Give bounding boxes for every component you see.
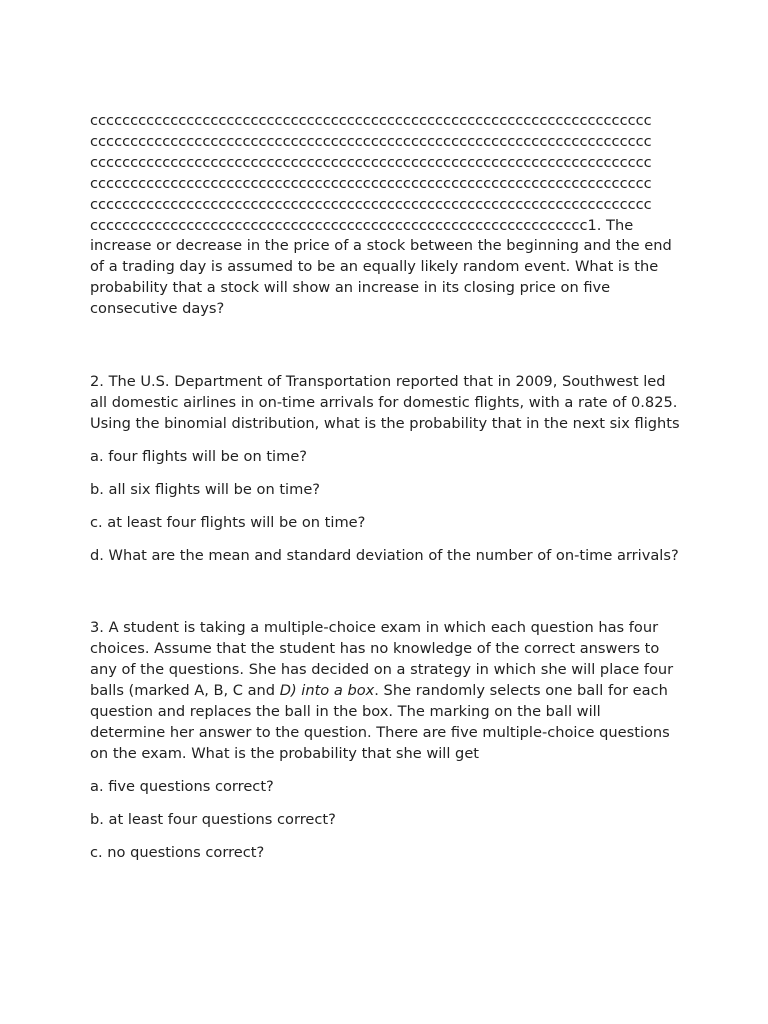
spacer bbox=[90, 534, 680, 546]
filler-line: cccccccccccccccccccccccccccccccccccccccccccccccccccccccccccccccccccccc bbox=[90, 112, 652, 129]
question-2-part-b: b. all six flights will be on time? bbox=[90, 480, 321, 498]
question-3-text-after: . She randomly selects one ball for each question and replaces the ball in the box. The marking on the ball will determine her answer to the question. There are five multiple-choice questions on the exam. What is the probability that she will get bbox=[90, 682, 670, 762]
spacer bbox=[90, 765, 680, 777]
question-1 bbox=[90, 111, 680, 320]
spacer bbox=[90, 468, 680, 480]
question-3-text-italic: D) into a box bbox=[279, 682, 375, 700]
question-3-text-before: 3. A student is taking a multiple-choice exam in which each question has four choices. Assume that the student has no knowledge of the correct answers to any of the questions. She has decided on a strategy in which she will place four balls (marked A, B, C and bbox=[90, 619, 674, 700]
filler-line-last: cccccccccccccccccccccccccccccccccccccccccccccccccccccccccccccc bbox=[90, 216, 588, 234]
question-3-part-a: a. five questions correct? bbox=[90, 777, 274, 795]
spacer bbox=[90, 566, 680, 618]
question-2-text: 2. The U.S. Department of Transportation reported that in 2009, Southwest led all domestic airlines in on-time arrivals for domestic flights, with a rate of 0.825. Using the binomial distribution, what is the probability that in the next six flights bbox=[90, 373, 680, 432]
spacer bbox=[90, 320, 680, 372]
question-3-part-c: c. no questions correct? bbox=[90, 843, 265, 861]
filler-line: cccccccccccccccccccccccccccccccccccccccccccccccccccccccccccccccccccccc bbox=[90, 195, 652, 213]
question-3-part-b: b. at least four questions correct? bbox=[90, 810, 336, 828]
document-body bbox=[90, 111, 680, 863]
filler-line: cccccccccccccccccccccccccccccccccccccccccccccccccccccccccccccccccccccc bbox=[90, 174, 652, 192]
spacer bbox=[90, 435, 680, 447]
filler-line: cccccccccccccccccccccccccccccccccccccccccccccccccccccccccccccccccccccc bbox=[90, 132, 652, 150]
question-2-part-d: d. What are the mean and standard deviation of the number of on-time arrivals? bbox=[90, 546, 679, 564]
spacer bbox=[90, 501, 680, 513]
question-1-text: 1. The increase or decrease in the price of a stock between the beginning and the end of a trading day is assumed to be an equally likely random event. What is the probability that a stock will show an increase in its closing price on five consecutive days? bbox=[90, 216, 672, 318]
filler-line: cccccccccccccccccccccccccccccccccccccccccccccccccccccccccccccccccccccc bbox=[90, 153, 652, 171]
spacer bbox=[90, 831, 680, 843]
spacer bbox=[90, 798, 680, 810]
question-2-part-a: a. four flights will be on time? bbox=[90, 447, 308, 465]
question-2-part-c: c. at least four flights will be on time? bbox=[90, 513, 366, 531]
question-3-text bbox=[90, 618, 680, 764]
